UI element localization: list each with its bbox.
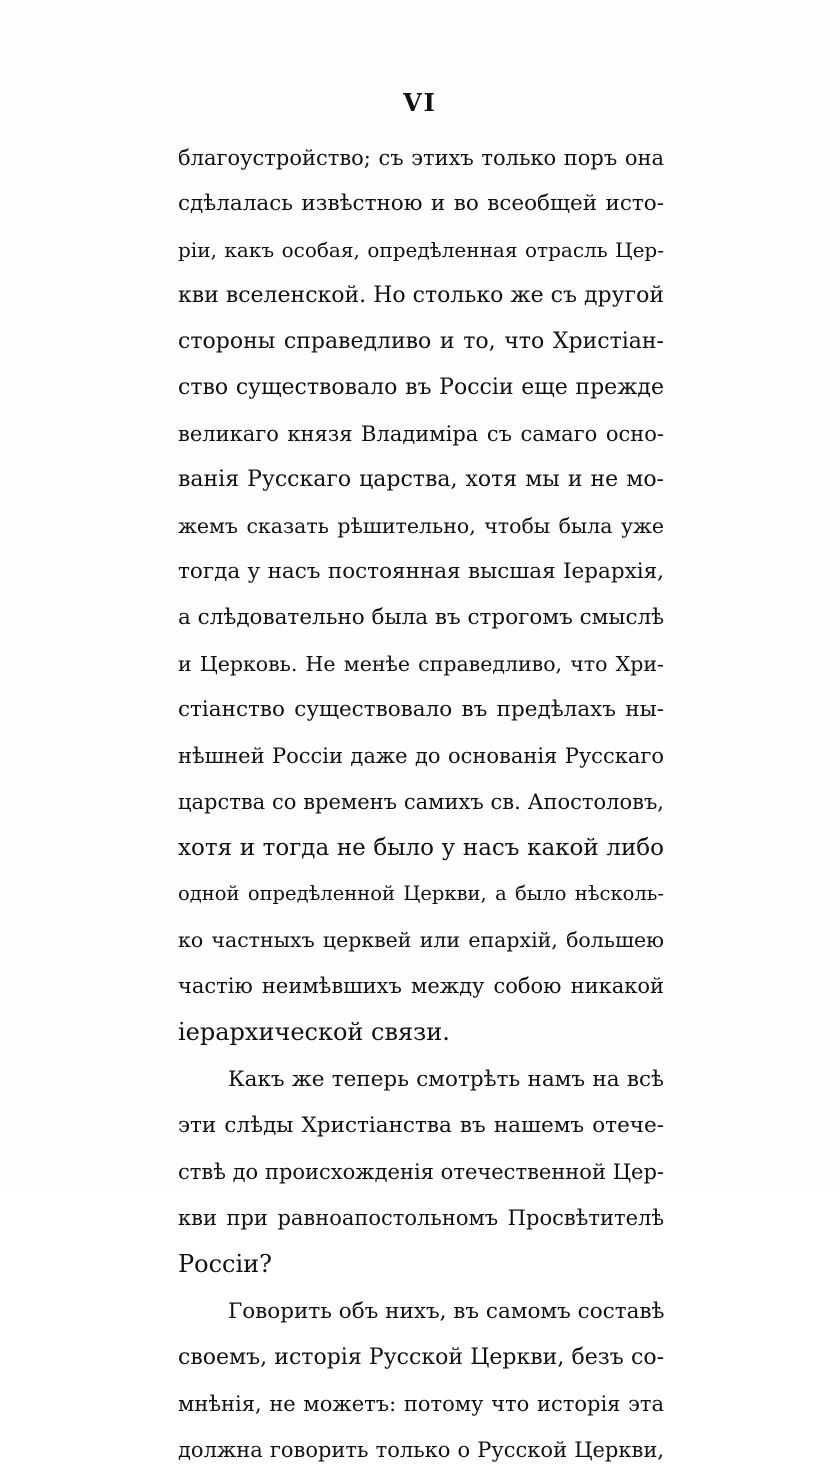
text-line: великаго князя Владиміра съ самаго осно-: [178, 422, 664, 446]
text-line: іерархической связи.: [178, 1018, 450, 1046]
text-line: сдѣлалась извѣстною и во всеобщей исто-: [178, 191, 664, 216]
text-line: ко частныхъ церквей или епархій, большею: [178, 928, 664, 952]
text-line: царства со временъ самихъ св. Апостоловъ,: [178, 790, 664, 814]
text-line: своемъ, исторія Русской Церкви, безъ со-: [178, 1345, 664, 1370]
text-line: и Церковь. Не менѣе справедливо, что Хри-: [178, 652, 664, 676]
text-line: стіанство существовало въ предѣлахъ ны-: [178, 697, 664, 722]
text-line: а слѣдовательно была въ строгомъ смыслѣ: [178, 605, 665, 630]
text-line: кви при равноапостольномъ Просвѣтителѣ: [178, 1206, 664, 1230]
text-line: одной опредѣленной Церкви, а было нѣсколь-: [178, 882, 664, 905]
text-line: ство существовало въ Россіи еще прежде: [178, 375, 664, 400]
page-number: VI: [403, 88, 437, 117]
text-line: Говорить объ нихъ, въ самомъ составѣ: [228, 1299, 665, 1324]
text-line: жемъ сказать рѣшительно, чтобы была уже: [178, 514, 664, 538]
text-line: стороны справедливо и то, что Христіан-: [178, 329, 664, 354]
text-line: хотя и тогда не было у насъ какой либо: [178, 835, 664, 861]
text-line: Какъ же теперь смотрѣть намъ на всѣ: [228, 1067, 664, 1092]
text-line: нѣшней Россіи даже до основанія Русскаго: [178, 744, 664, 768]
text-line: ріи, какъ особая, опредѣленная отрасль Цер-: [178, 238, 664, 262]
text-line: ванія Русскаго царства, хотя мы и не мо-: [178, 467, 664, 492]
body-text: [178, 135, 664, 1473]
text-line: эти слѣды Христіанства въ нашемъ отече-: [178, 1113, 664, 1138]
text-line: Россіи?: [178, 1250, 273, 1278]
text-line: должна говорить только о Русской Церкви,: [178, 1438, 664, 1462]
text-line: ствѣ до происхожденія отечественной Цер-: [178, 1160, 664, 1184]
text-line: мнѣнія, не можетъ: потому что исторія эта: [178, 1392, 664, 1416]
text-line: тогда у насъ постоянная высшая Іерархія,: [178, 559, 664, 584]
text-line: благоустройство; съ этихъ только поръ она: [178, 146, 664, 170]
text-line: кви вселенской. Но столько же съ другой: [178, 283, 664, 308]
text-line: частію неимѣвшихъ между собою никакой: [178, 974, 664, 998]
